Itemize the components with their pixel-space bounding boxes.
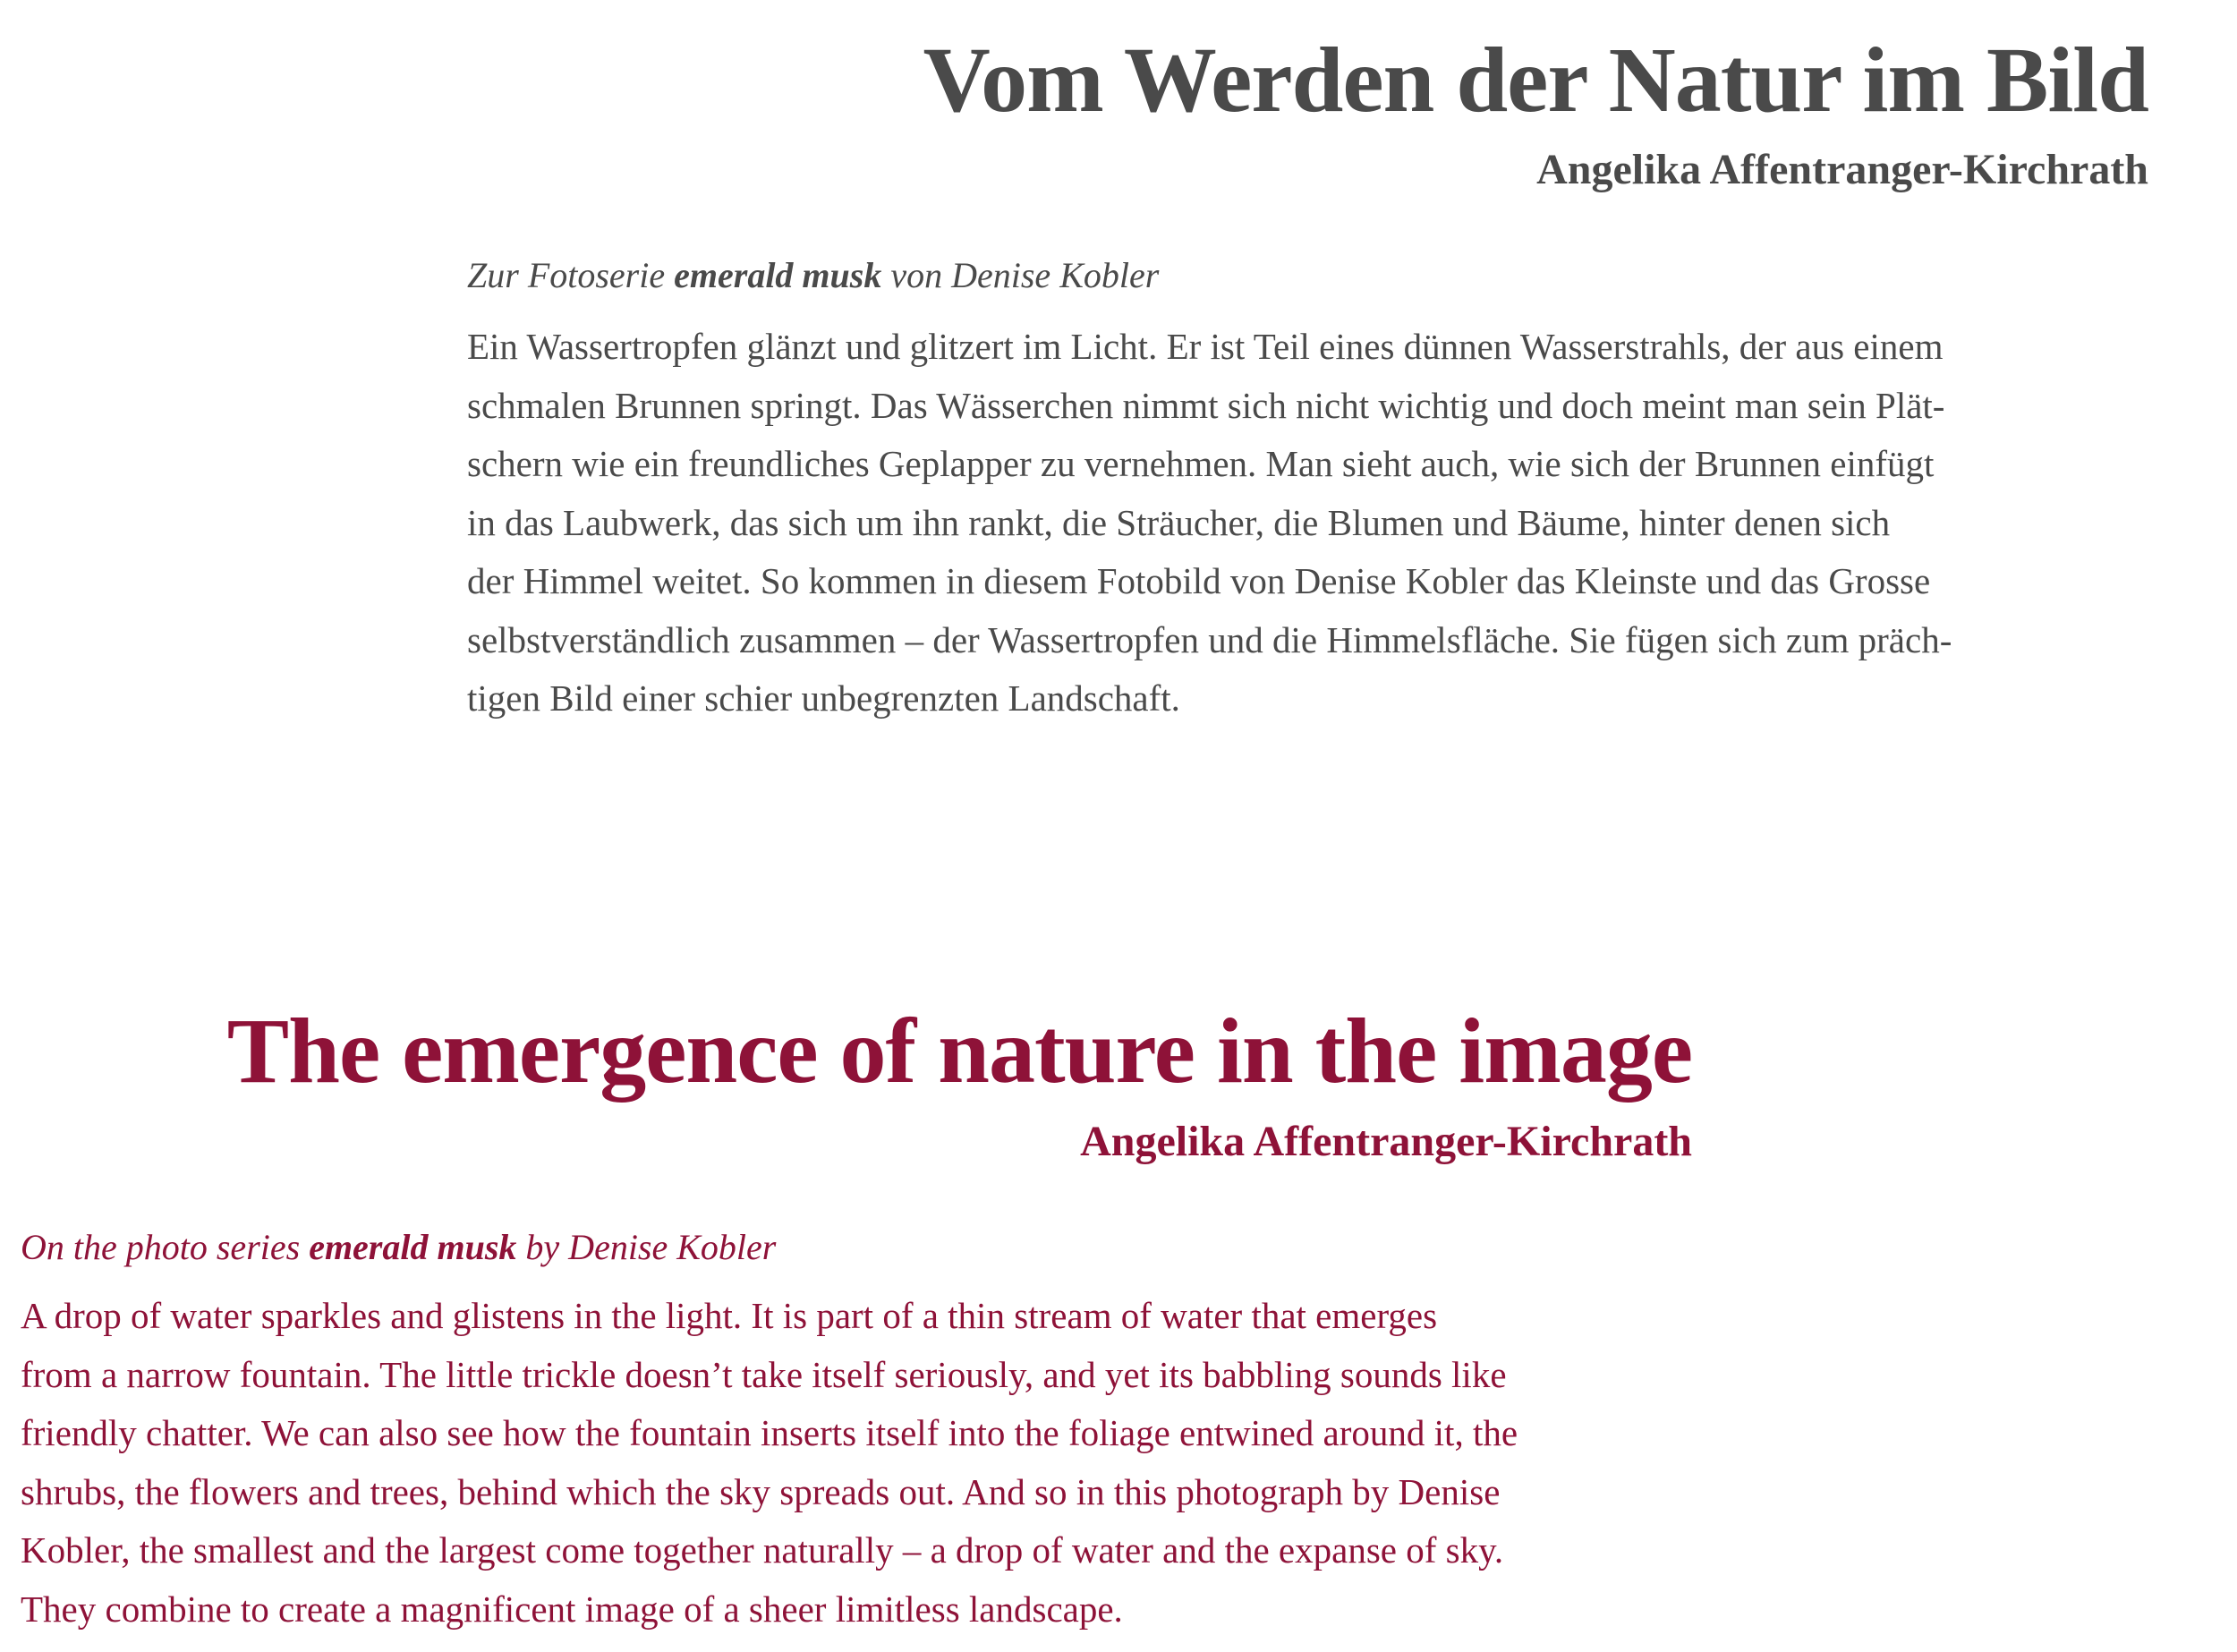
german-body-line: schern wie ein freundliches Geplapper zu vernehmen. Man sieht auch, wie sich der Brunnen einfügt	[467, 443, 1935, 484]
german-subtitle-prefix: Zur Fotoserie	[467, 255, 675, 295]
english-body-line: A drop of water sparkles and glistens in the light. It is part of a thin stream of water that emerges	[21, 1295, 1438, 1336]
german-body-line: der Himmel weitet. So kommen in diesem Fotobild von Denise Kobler das Kleinste und das Grosse	[467, 560, 1931, 601]
english-body-text	[21, 1287, 1518, 1639]
english-author: Angelika Affentranger-Kirchrath	[1080, 1118, 1692, 1165]
german-body-line: tigen Bild einer schier unbegrenzten Landschaft.	[467, 677, 1180, 719]
german-subtitle	[467, 252, 1159, 299]
english-title: The emergence of nature in the image	[226, 1000, 1692, 1103]
german-body-line: in das Laubwerk, das sich um ihn rankt, die Sträucher, die Blumen und Bäume, hinter denen sich	[467, 501, 1891, 543]
german-series-name: emerald musk	[674, 255, 882, 295]
english-subtitle	[21, 1224, 776, 1271]
german-body-text	[467, 318, 1952, 728]
english-body-line: shrubs, the flowers and trees, behind which the sky spreads out. And so in this photograph by Denise	[21, 1470, 1501, 1512]
german-subtitle-suffix: von Denise Kobler	[881, 255, 1160, 295]
german-body-line: Ein Wassertropfen glänzt und glitzert im Licht. Er ist Teil eines dünnen Wasserstrahls, der aus einem	[467, 326, 1944, 367]
english-body-line: They combine to create a magnificent image of a sheer limitless landscape.	[21, 1588, 1123, 1630]
german-title: Vom Werden der Natur im Bild	[923, 29, 2148, 132]
english-subtitle-prefix: On the photo series	[21, 1227, 310, 1267]
english-body-line: from a narrow fountain. The little trickle doesn’t take itself seriously, and yet its babbling sounds like	[21, 1353, 1507, 1395]
german-body-line: schmalen Brunnen springt. Das Wässerchen nimmt sich nicht wichtig und doch meint man sein Plät-	[467, 384, 1945, 426]
german-author: Angelika Affentranger-Kirchrath	[1536, 146, 2148, 193]
english-series-name: emerald musk	[309, 1227, 517, 1267]
english-body-line: friendly chatter. We can also see how the fountain inserts itself into the foliage entwined around it, the	[21, 1412, 1518, 1453]
english-body-line: Kobler, the smallest and the largest come together naturally – a drop of water and the expanse of sky.	[21, 1529, 1504, 1571]
english-subtitle-suffix: by Denise Kobler	[516, 1227, 777, 1267]
german-body-line: selbstverständlich zusammen – der Wassertropfen und die Himmelsfläche. Sie fügen sich zum präch-	[467, 618, 1952, 660]
